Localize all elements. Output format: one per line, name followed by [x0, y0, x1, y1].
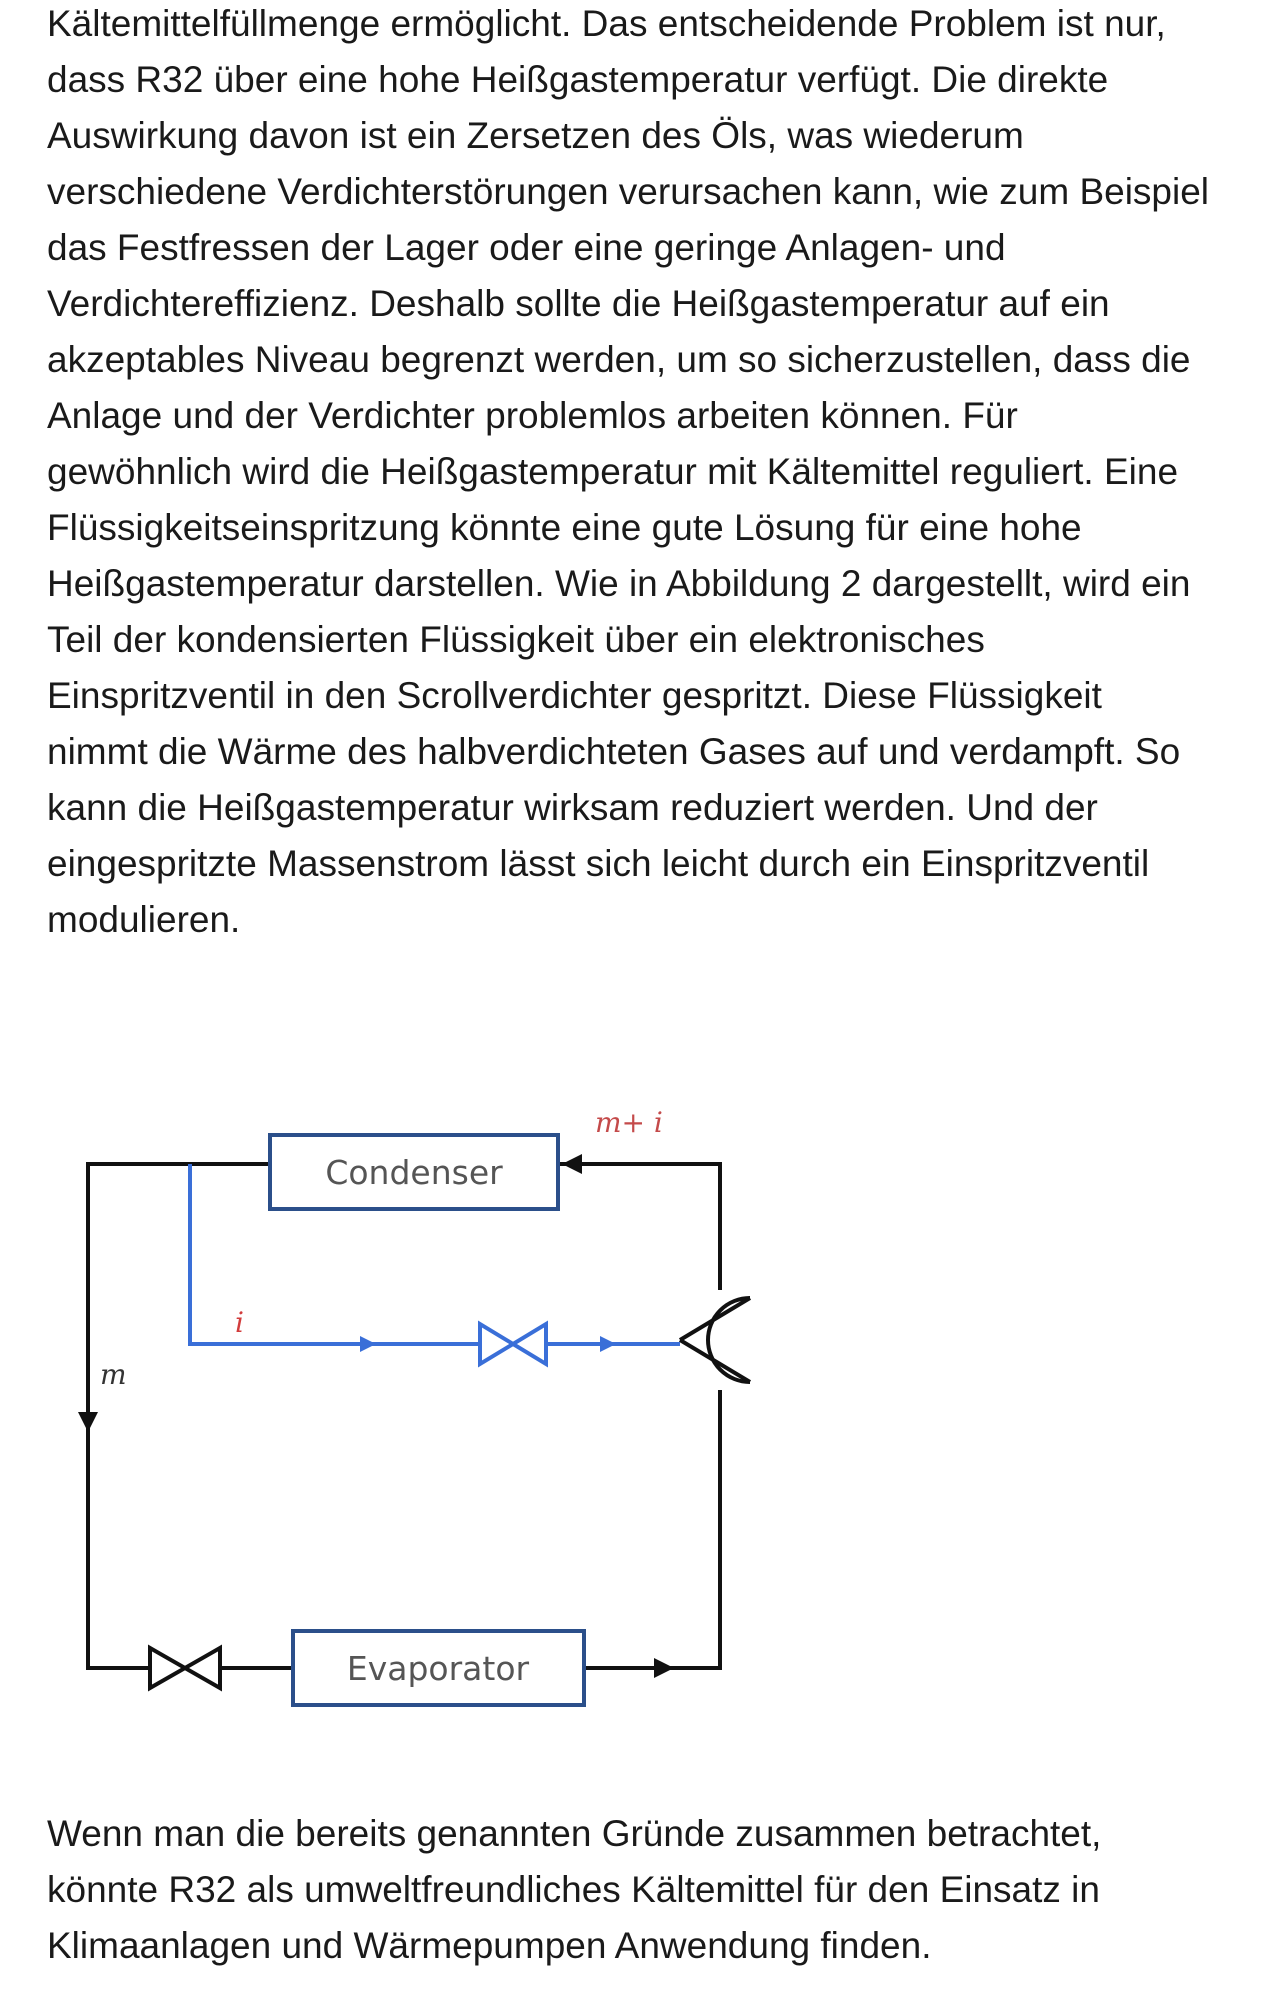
text-line: Anlage und der Verdichter problemlos arbeiten können. Für	[47, 395, 1018, 436]
main-flow-label: m	[100, 1358, 127, 1391]
text-line: Wenn man die bereits genannten Gründe zusammen betrachtet,	[47, 1813, 1102, 1854]
liquid-line	[88, 1164, 270, 1668]
text-line: Klimaanlagen und Wärmepumpen Anwendung finden.	[47, 1925, 932, 1966]
body-paragraph-1	[47, 0, 1242, 948]
evaporator-box	[293, 1631, 584, 1705]
suction-riser	[710, 1390, 720, 1668]
condenser-label: Condenser	[325, 1153, 503, 1192]
injection-valve-icon	[480, 1324, 546, 1364]
diagram-canvas	[60, 1100, 780, 1730]
refrigeration-cycle-diagram	[60, 1100, 780, 1730]
main-loop	[88, 1164, 720, 1668]
text-line: könnte R32 als umweltfreundliches Kältemittel für den Einsatz in	[47, 1869, 1100, 1910]
text-line: Flüssigkeitseinspritzung könnte eine gute Lösung für eine hohe	[47, 507, 1082, 548]
text-line: dass R32 über eine hohe Heißgastemperatur verfügt. Die direkte	[47, 59, 1109, 100]
compressor-icon	[680, 1298, 750, 1382]
text-line: Verdichtereffizienz. Deshalb sollte die Heißgastemperatur auf ein	[47, 283, 1110, 324]
evaporator-label: Evaporator	[346, 1649, 530, 1688]
condenser-box	[270, 1135, 558, 1209]
text-line: akzeptables Niveau begrenzt werden, um so sicherzustellen, dass die	[47, 339, 1191, 380]
text-line: eingespritzte Massenstrom lässt sich leicht durch ein Einspritzventil	[47, 843, 1150, 884]
text-line: kann die Heißgastemperatur wirksam reduziert werden. Und der	[47, 787, 1098, 828]
text-line: das Festfressen der Lager oder eine geringe Anlagen- und	[47, 227, 1006, 268]
discharge-flow-label: m+ i	[595, 1106, 663, 1139]
injection-arrow-icon	[360, 1336, 376, 1352]
text-line: verschiedene Verdichterstörungen verursachen kann, wie zum Beispiel	[47, 171, 1210, 212]
text-line: nimmt die Wärme des halbverdichteten Gases auf und verdampft. So	[47, 731, 1181, 772]
text-line: Kältemittelfüllmenge ermöglicht. Das entscheidende Problem ist nur,	[47, 3, 1166, 44]
text-line: modulieren.	[47, 899, 241, 940]
injection-arrow-icon	[600, 1336, 616, 1352]
text-line: Heißgastemperatur darstellen. Wie in Abbildung 2 dargestellt, wird ein	[47, 563, 1191, 604]
text-line: Einspritzventil in den Scrollverdichter gespritzt. Diese Flüssigkeit	[47, 675, 1102, 716]
text-line: gewöhnlich wird die Heißgastemperatur mit Kältemittel reguliert. Eine	[47, 451, 1179, 492]
text-line: Teil der kondensierten Flüssigkeit über ein elektronisches	[47, 619, 985, 660]
injection-flow-label: i	[235, 1306, 244, 1339]
expansion-valve-icon	[150, 1648, 220, 1688]
discharge-line	[558, 1164, 720, 1290]
body-paragraph-2	[47, 1806, 1242, 1974]
text-line: Auswirkung davon ist ein Zersetzen des Öls, was wiederum	[47, 115, 1024, 156]
